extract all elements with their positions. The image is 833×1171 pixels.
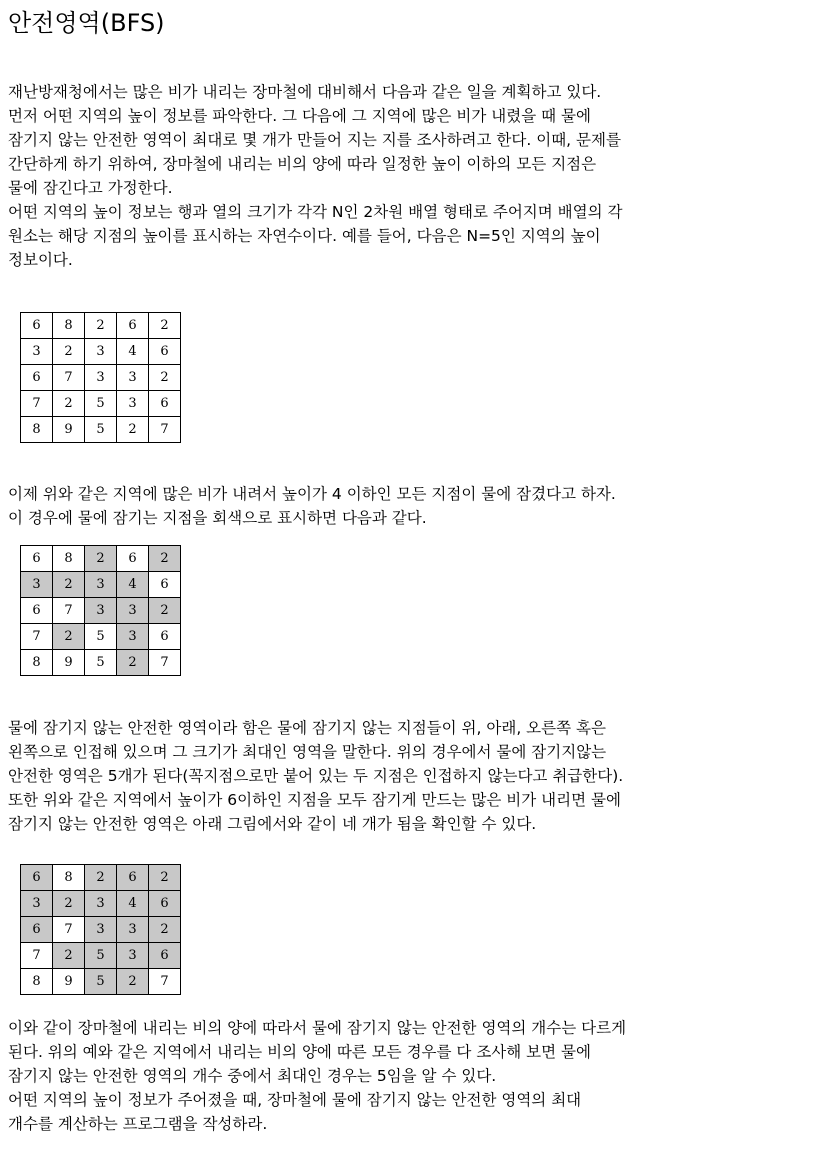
flood-description-paragraph bbox=[8, 482, 616, 530]
grid-cell: 6 bbox=[149, 391, 181, 417]
grid-cell: 3 bbox=[85, 572, 117, 598]
grid-cell: 6 bbox=[21, 546, 53, 572]
grid-cell: 3 bbox=[117, 624, 149, 650]
grid-cell: 8 bbox=[21, 417, 53, 443]
grid-cell: 5 bbox=[85, 650, 117, 676]
grid-cell: 8 bbox=[53, 865, 85, 891]
grid-cell: 6 bbox=[21, 917, 53, 943]
grid-cell: 4 bbox=[117, 572, 149, 598]
grid-row bbox=[21, 891, 181, 917]
grid-cell: 3 bbox=[21, 891, 53, 917]
grid-cell: 3 bbox=[21, 339, 53, 365]
grid-cell: 2 bbox=[149, 865, 181, 891]
grid-row bbox=[21, 943, 181, 969]
grid-cell: 3 bbox=[85, 365, 117, 391]
grid-cell: 6 bbox=[149, 339, 181, 365]
text-line: 어떤 지역의 높이 정보는 행과 열의 크기가 각각 N인 2차원 배열 형태로 주어지며 배열의 각 bbox=[8, 203, 623, 221]
grid-cell: 2 bbox=[117, 650, 149, 676]
grid-cell: 6 bbox=[21, 865, 53, 891]
height-grid bbox=[20, 312, 181, 443]
grid-cell: 7 bbox=[53, 598, 85, 624]
grid-cell: 3 bbox=[85, 891, 117, 917]
grid-cell: 2 bbox=[53, 572, 85, 598]
grid-cell: 5 bbox=[85, 624, 117, 650]
grid-cell: 2 bbox=[85, 865, 117, 891]
grid-row bbox=[21, 572, 181, 598]
grid-cell: 6 bbox=[117, 546, 149, 572]
grid-cell: 3 bbox=[117, 598, 149, 624]
grid-cell: 8 bbox=[21, 969, 53, 995]
text-line: 정보이다. bbox=[8, 251, 73, 269]
text-line: 또한 위와 같은 지역에서 높이가 6이하인 지점을 모두 잠기게 만드는 많은 비가 내리면 물에 bbox=[8, 791, 621, 809]
grid-cell: 3 bbox=[117, 391, 149, 417]
page-title: 안전영역(BFS) bbox=[8, 9, 165, 37]
grid-cell: 4 bbox=[117, 339, 149, 365]
text-line: 원소는 해당 지점의 높이를 표시하는 자연수이다. 예를 들어, 다음은 N=5인 지역의 높이 bbox=[8, 227, 601, 245]
grid-cell: 7 bbox=[149, 417, 181, 443]
grid-cell: 7 bbox=[53, 365, 85, 391]
grid-cell: 6 bbox=[117, 865, 149, 891]
grid-cell: 7 bbox=[21, 624, 53, 650]
grid-cell: 7 bbox=[21, 943, 53, 969]
grid-cell: 6 bbox=[117, 313, 149, 339]
grid-cell: 8 bbox=[53, 546, 85, 572]
grid-cell: 3 bbox=[85, 339, 117, 365]
grid-cell: 3 bbox=[21, 572, 53, 598]
grid-cell: 9 bbox=[53, 417, 85, 443]
grid-cell: 7 bbox=[53, 917, 85, 943]
text-line: 이와 같이 장마철에 내리는 비의 양에 따라서 물에 잠기지 않는 안전한 영역의 개수는 다르게 bbox=[8, 1019, 627, 1037]
flood-grid-height-4 bbox=[20, 545, 181, 676]
flood-grid-height-6 bbox=[20, 864, 181, 995]
grid-cell: 2 bbox=[149, 313, 181, 339]
grid-cell: 6 bbox=[149, 943, 181, 969]
text-line: 안전한 영역은 5개가 된다(꼭지점으로만 붙어 있는 두 지점은 인접하지 않는다고 취급한다). bbox=[8, 767, 624, 785]
text-line: 잠기지 않는 안전한 영역은 아래 그림에서와 같이 네 개가 됨을 확인할 수 있다. bbox=[8, 815, 537, 833]
grid-cell: 3 bbox=[117, 943, 149, 969]
grid-cell: 2 bbox=[117, 969, 149, 995]
grid-cell: 2 bbox=[149, 917, 181, 943]
grid-cell: 6 bbox=[149, 624, 181, 650]
grid-cell: 3 bbox=[117, 365, 149, 391]
grid-cell: 6 bbox=[21, 365, 53, 391]
grid-cell: 2 bbox=[53, 391, 85, 417]
text-line: 물에 잠긴다고 가정한다. bbox=[8, 179, 173, 197]
grid-cell: 4 bbox=[117, 891, 149, 917]
text-line: 어떤 지역의 높이 정보가 주어졌을 때, 장마철에 물에 잠기지 않는 안전한 영역의 최대 bbox=[8, 1091, 582, 1109]
intro-paragraph bbox=[8, 80, 623, 272]
text-line: 이제 위와 같은 지역에 많은 비가 내려서 높이가 4 이하인 모든 지점이 물에 잠겼다고 하자. bbox=[8, 485, 616, 503]
grid-cell: 2 bbox=[85, 313, 117, 339]
text-line: 간단하게 하기 위하여, 장마철에 내리는 비의 양에 따라 일정한 높이 이하의 모든 지점은 bbox=[8, 155, 597, 173]
text-line: 재난방재청에서는 많은 비가 내리는 장마철에 대비해서 다음과 같은 일을 계획하고 있다. bbox=[8, 83, 602, 101]
grid-cell: 5 bbox=[85, 969, 117, 995]
grid-cell: 7 bbox=[21, 391, 53, 417]
grid-cell: 3 bbox=[85, 598, 117, 624]
grid-row bbox=[21, 969, 181, 995]
grid-cell: 8 bbox=[21, 650, 53, 676]
grid-row bbox=[21, 391, 181, 417]
grid-row bbox=[21, 650, 181, 676]
grid-row bbox=[21, 417, 181, 443]
grid-cell: 8 bbox=[53, 313, 85, 339]
grid-cell: 2 bbox=[53, 624, 85, 650]
grid-cell: 5 bbox=[85, 417, 117, 443]
conclusion-paragraph bbox=[8, 1016, 626, 1136]
grid-cell: 7 bbox=[149, 969, 181, 995]
text-line: 개수를 계산하는 프로그램을 작성하라. bbox=[8, 1115, 268, 1133]
grid-row bbox=[21, 865, 181, 891]
grid-cell: 6 bbox=[21, 313, 53, 339]
grid-cell: 6 bbox=[149, 572, 181, 598]
grid-row bbox=[21, 917, 181, 943]
grid-row bbox=[21, 365, 181, 391]
grid-cell: 9 bbox=[53, 969, 85, 995]
text-line: 이 경우에 물에 잠기는 지점을 회색으로 표시하면 다음과 같다. bbox=[8, 509, 427, 527]
grid-row bbox=[21, 546, 181, 572]
grid-cell: 2 bbox=[53, 339, 85, 365]
grid-cell: 3 bbox=[85, 917, 117, 943]
grid-cell: 2 bbox=[149, 598, 181, 624]
grid-row bbox=[21, 624, 181, 650]
grid-cell: 2 bbox=[53, 891, 85, 917]
grid-cell: 6 bbox=[149, 891, 181, 917]
grid-cell: 2 bbox=[149, 546, 181, 572]
grid-cell: 5 bbox=[85, 943, 117, 969]
grid-cell: 9 bbox=[53, 650, 85, 676]
text-line: 잠기지 않는 안전한 영역의 개수 중에서 최대인 경우는 5임을 알 수 있다. bbox=[8, 1067, 497, 1085]
grid-row bbox=[21, 339, 181, 365]
grid-cell: 5 bbox=[85, 391, 117, 417]
grid-cell: 2 bbox=[117, 417, 149, 443]
grid-row bbox=[21, 313, 181, 339]
text-line: 잠기지 않는 안전한 영역이 최대로 몇 개가 만들어 지는 지를 조사하려고 한다. 이때, 문제를 bbox=[8, 131, 621, 149]
text-line: 물에 잠기지 않는 안전한 영역이라 함은 물에 잠기지 않는 지점들이 위, 아래, 오른쪽 혹은 bbox=[8, 719, 606, 737]
grid-cell: 6 bbox=[21, 598, 53, 624]
grid-row bbox=[21, 598, 181, 624]
grid-cell: 2 bbox=[53, 943, 85, 969]
text-line: 왼쪽으로 인접해 있으며 그 크기가 최대인 영역을 말한다. 위의 경우에서 물에 잠기지않는 bbox=[8, 743, 607, 761]
safe-area-paragraph bbox=[8, 716, 623, 836]
text-line: 된다. 위의 예와 같은 지역에서 내리는 비의 양에 따른 모든 경우를 다 조사해 보면 물에 bbox=[8, 1043, 591, 1061]
grid-cell: 2 bbox=[85, 546, 117, 572]
grid-cell: 3 bbox=[117, 917, 149, 943]
grid-cell: 2 bbox=[149, 365, 181, 391]
grid-cell: 7 bbox=[149, 650, 181, 676]
text-line: 먼저 어떤 지역의 높이 정보를 파악한다. 그 다음에 그 지역에 많은 비가 내렸을 때 물에 bbox=[8, 107, 591, 125]
